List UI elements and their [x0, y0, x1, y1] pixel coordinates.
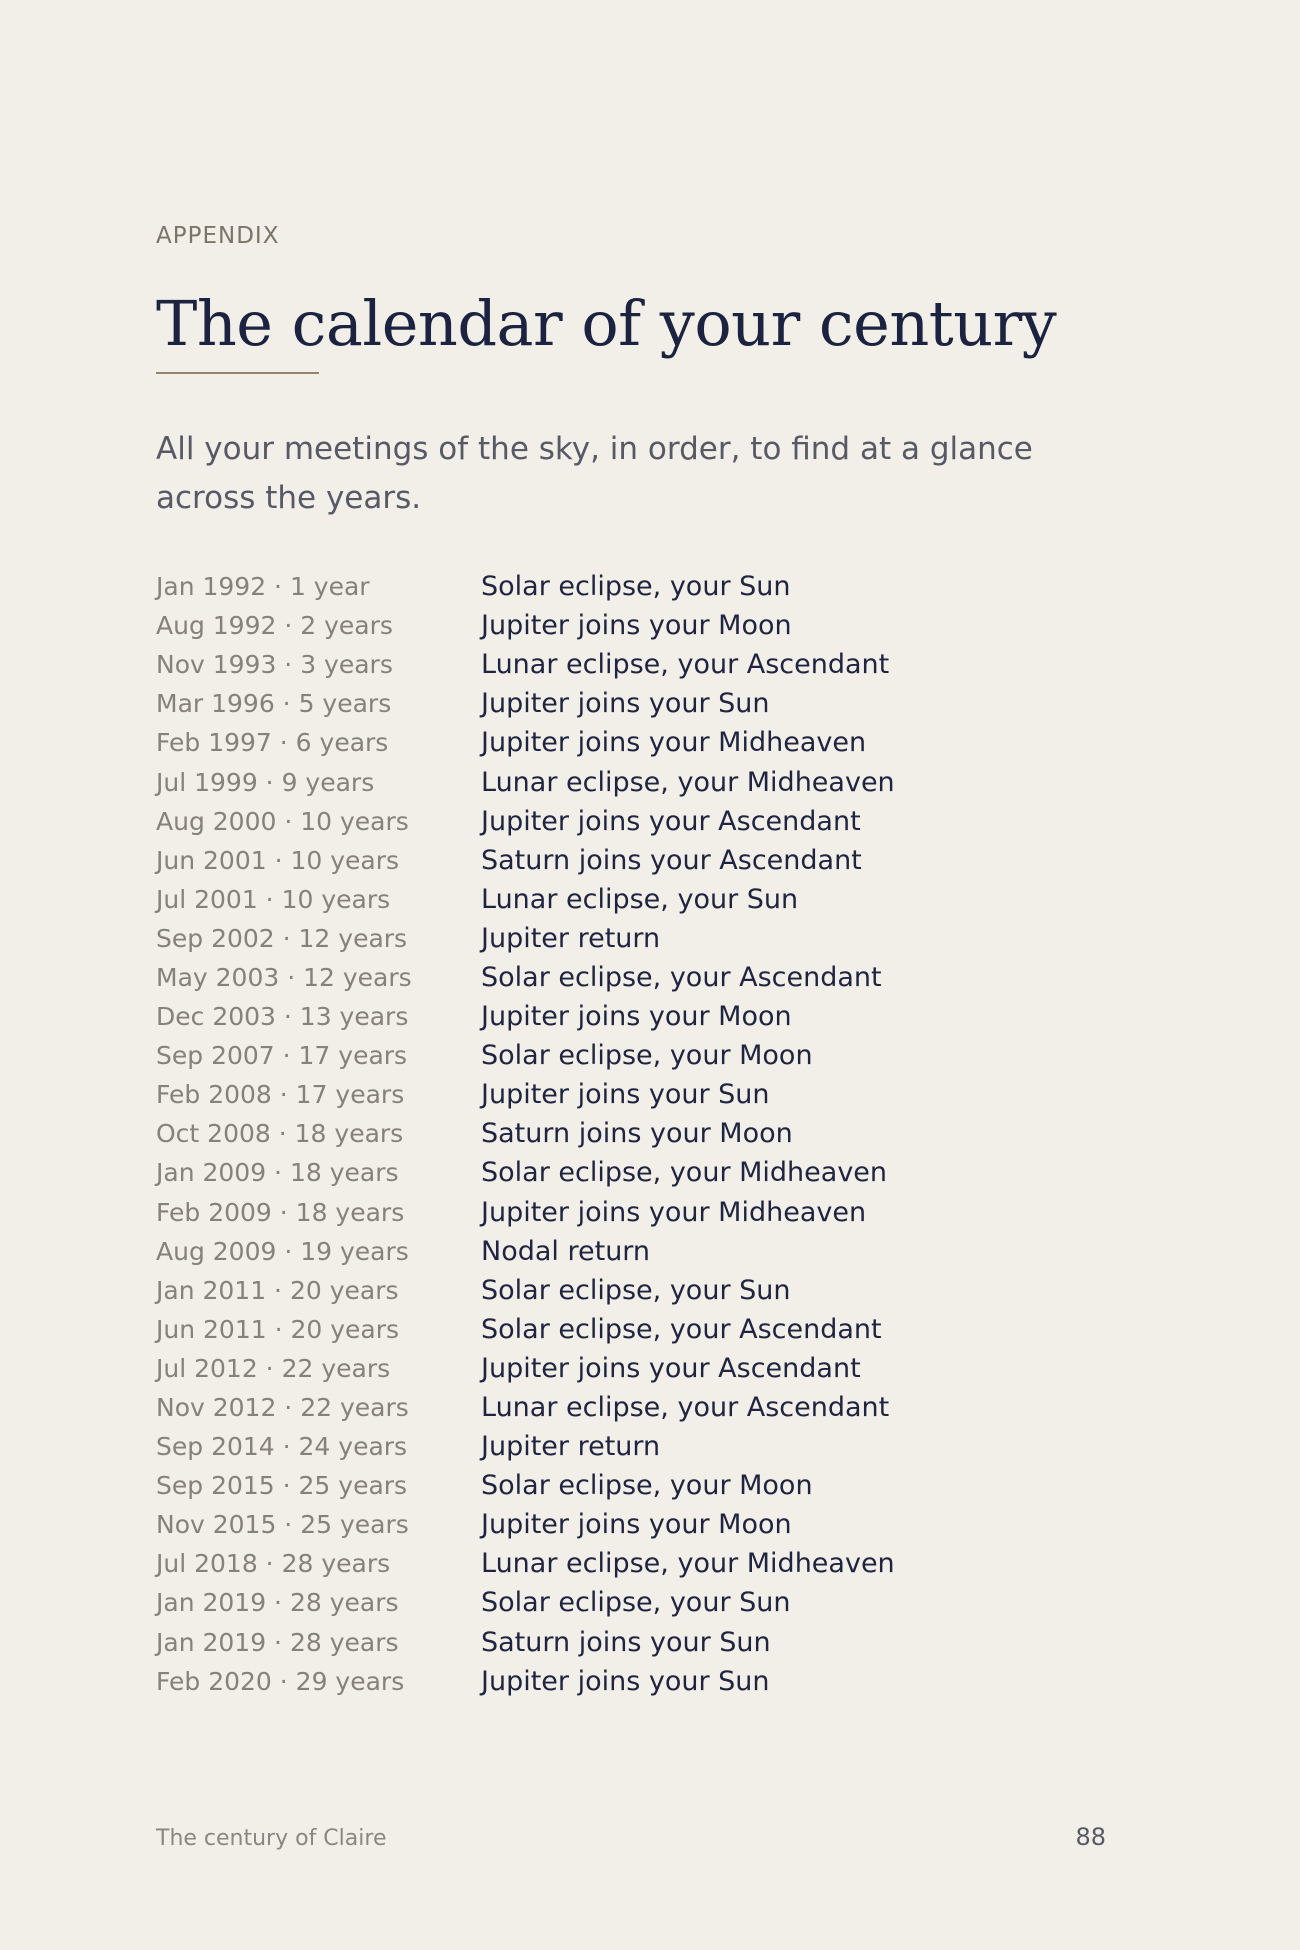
- calendar-date: Jul 2018 · 28 years: [156, 1549, 391, 1579]
- calendar-list: [156, 567, 1106, 1701]
- calendar-event: Jupiter joins your Midheaven: [481, 1196, 867, 1228]
- calendar-date: Jan 2011 · 20 years: [156, 1275, 399, 1305]
- calendar-date: Mar 1996 · 5 years: [156, 689, 392, 719]
- calendar-row: [156, 1114, 1106, 1153]
- calendar-event: Lunar eclipse, your Ascendant: [481, 1392, 890, 1424]
- calendar-row: [156, 919, 1106, 958]
- calendar-event: Saturn joins your Moon: [481, 1118, 793, 1150]
- footer-book-title: The century of Claire: [156, 1826, 387, 1851]
- calendar-date: Jan 2019 · 28 years: [156, 1588, 399, 1618]
- calendar-date: Sep 2007 · 17 years: [156, 1041, 408, 1071]
- calendar-date: Jul 1999 · 9 years: [156, 767, 375, 797]
- calendar-row: [156, 1193, 1106, 1232]
- calendar-row: [156, 1662, 1106, 1701]
- calendar-date: Aug 2009 · 19 years: [156, 1236, 409, 1266]
- calendar-row: [156, 1544, 1106, 1583]
- calendar-event: Lunar eclipse, your Ascendant: [481, 649, 890, 681]
- calendar-row: [156, 1232, 1106, 1271]
- calendar-event: Jupiter joins your Midheaven: [481, 727, 867, 759]
- calendar-date: Feb 2020 · 29 years: [156, 1666, 405, 1696]
- calendar-date: Oct 2008 · 18 years: [156, 1119, 404, 1149]
- calendar-row: [156, 1310, 1106, 1349]
- calendar-row: [156, 802, 1106, 841]
- calendar-date: Feb 2009 · 18 years: [156, 1197, 405, 1227]
- calendar-row: [156, 1153, 1106, 1192]
- calendar-date: Nov 2012 · 22 years: [156, 1393, 409, 1423]
- calendar-event: Jupiter joins your Sun: [481, 688, 770, 720]
- calendar-row: [156, 1271, 1106, 1310]
- calendar-event: Solar eclipse, your Midheaven: [481, 1157, 888, 1189]
- calendar-event: Lunar eclipse, your Midheaven: [481, 1548, 895, 1580]
- calendar-row: [156, 723, 1106, 762]
- calendar-event: Solar eclipse, your Moon: [481, 1470, 813, 1502]
- calendar-date: Jul 2012 · 22 years: [156, 1353, 391, 1383]
- page-number: 88: [1075, 1823, 1106, 1851]
- calendar-date: Dec 2003 · 13 years: [156, 1002, 409, 1032]
- calendar-date: Feb 1997 · 6 years: [156, 728, 389, 758]
- calendar-date: Sep 2015 · 25 years: [156, 1471, 408, 1501]
- calendar-date: Aug 1992 · 2 years: [156, 611, 393, 641]
- calendar-event: Jupiter joins your Moon: [481, 1509, 792, 1541]
- calendar-row: [156, 684, 1106, 723]
- calendar-event: Jupiter joins your Moon: [481, 1001, 792, 1033]
- calendar-row: [156, 567, 1106, 606]
- calendar-date: Feb 2008 · 17 years: [156, 1080, 405, 1110]
- calendar-date: Jan 2009 · 18 years: [156, 1158, 399, 1188]
- calendar-event: Jupiter joins your Sun: [481, 1665, 770, 1697]
- calendar-event: Solar eclipse, your Ascendant: [481, 961, 882, 993]
- calendar-event: Jupiter joins your Moon: [481, 610, 792, 642]
- calendar-event: Jupiter joins your Sun: [481, 1079, 770, 1111]
- calendar-event: Jupiter joins your Ascendant: [481, 1352, 861, 1384]
- calendar-date: Jul 2001 · 10 years: [156, 884, 391, 914]
- calendar-event: Solar eclipse, your Sun: [481, 1274, 791, 1306]
- calendar-event: Solar eclipse, your Sun: [481, 1587, 791, 1619]
- calendar-row: [156, 762, 1106, 801]
- calendar-event: Lunar eclipse, your Midheaven: [481, 766, 895, 798]
- calendar-event: Nodal return: [481, 1235, 651, 1267]
- calendar-event: Jupiter return: [481, 1431, 661, 1463]
- calendar-row: [156, 1505, 1106, 1544]
- calendar-date: Aug 2000 · 10 years: [156, 806, 409, 836]
- calendar-event: Lunar eclipse, your Sun: [481, 883, 799, 915]
- calendar-event: Saturn joins your Ascendant: [481, 844, 862, 876]
- calendar-row: [156, 606, 1106, 645]
- calendar-row: [156, 645, 1106, 684]
- calendar-row: [156, 1349, 1106, 1388]
- calendar-row: [156, 1036, 1106, 1075]
- page: [156, 0, 1106, 1950]
- calendar-row: [156, 1427, 1106, 1466]
- calendar-event: Jupiter joins your Ascendant: [481, 805, 861, 837]
- calendar-event: Solar eclipse, your Moon: [481, 1040, 813, 1072]
- section-eyebrow: APPENDIX: [156, 223, 280, 249]
- calendar-date: Nov 2015 · 25 years: [156, 1510, 409, 1540]
- intro-paragraph: All your meetings of the sky, in order, to find at a glance across the years.: [156, 431, 1033, 516]
- calendar-row: [156, 1583, 1106, 1622]
- title-underline: [156, 372, 319, 374]
- calendar-row: [156, 1388, 1106, 1427]
- calendar-date: Jan 1992 · 1 year: [156, 572, 370, 602]
- calendar-row: [156, 1075, 1106, 1114]
- calendar-event: Solar eclipse, your Sun: [481, 571, 791, 603]
- calendar-date: Sep 2014 · 24 years: [156, 1432, 408, 1462]
- page-title: The calendar of your century: [156, 287, 1057, 360]
- calendar-event: Solar eclipse, your Ascendant: [481, 1313, 882, 1345]
- calendar-row: [156, 841, 1106, 880]
- calendar-event: Jupiter return: [481, 922, 661, 954]
- calendar-row: [156, 1623, 1106, 1662]
- calendar-date: Nov 1993 · 3 years: [156, 650, 393, 680]
- calendar-row: [156, 997, 1106, 1036]
- calendar-event: Saturn joins your Sun: [481, 1626, 771, 1658]
- calendar-row: [156, 1466, 1106, 1505]
- calendar-row: [156, 958, 1106, 997]
- calendar-date: May 2003 · 12 years: [156, 962, 412, 992]
- calendar-date: Jun 2001 · 10 years: [156, 845, 400, 875]
- calendar-date: Sep 2002 · 12 years: [156, 923, 408, 953]
- calendar-date: Jan 2019 · 28 years: [156, 1627, 399, 1657]
- calendar-row: [156, 880, 1106, 919]
- calendar-date: Jun 2011 · 20 years: [156, 1314, 400, 1344]
